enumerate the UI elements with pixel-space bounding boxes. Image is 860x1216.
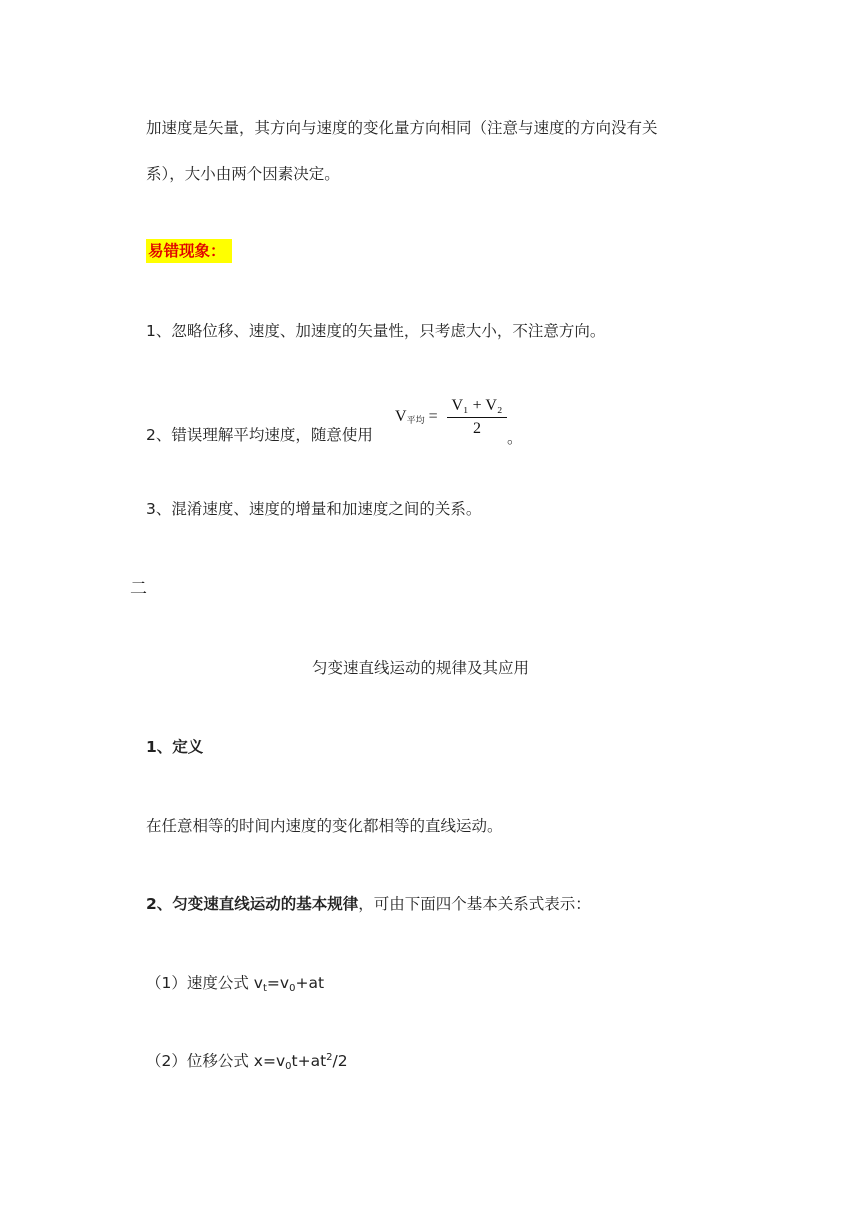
displacement-formula <box>146 1050 348 1072</box>
formula-numerator: V₁ + V₂ <box>447 396 507 418</box>
formula-equals: = <box>428 408 438 425</box>
error-item-2-text: 2、错误理解平均速度，随意使用 <box>146 426 373 444</box>
displacement-formula-b-sup: 2 <box>326 1052 333 1063</box>
formula-lhs <box>395 408 438 426</box>
error-item-2-end: 。 <box>507 429 523 447</box>
error-item-1: 1、忽略位移、速度、加速度的矢量性，只考虑大小，不注意方向。 <box>146 322 606 340</box>
definition-text: 在任意相等的时间内速度的变化都相等的直线运动。 <box>146 817 503 835</box>
velocity-formula-b-sub: 0 <box>289 983 296 994</box>
error-item-3: 3、混淆速度、速度的增量和加速度之间的关系。 <box>146 500 482 518</box>
formula-denominator: 2 <box>473 420 481 437</box>
velocity-formula-a: v <box>253 974 263 992</box>
velocity-formula-a-sub: t <box>262 983 267 994</box>
velocity-formula <box>146 972 324 994</box>
velocity-formula-label: （1）速度公式 <box>146 974 254 992</box>
velocity-formula-b: =v <box>266 974 290 992</box>
displacement-formula-a-sub: 0 <box>285 1061 292 1072</box>
formula-lhs-sub: 平均 <box>406 416 425 426</box>
section-title: 匀变速直线运动的规律及其应用 <box>312 659 530 677</box>
displacement-formula-a: x=v <box>253 1052 286 1070</box>
section-number: 二 <box>130 579 147 599</box>
definition-heading: 1、定义 <box>146 738 204 756</box>
law-rest: ，可由下面四个基本关系式表示： <box>358 895 591 913</box>
paragraph-line: 加速度是矢量，其方向与速度的变化量方向相同（注意与速度的方向没有关 <box>146 119 658 137</box>
velocity-formula-c: +at <box>295 974 325 992</box>
displacement-formula-label: （2）位移公式 <box>146 1052 254 1070</box>
error-item-2 <box>146 424 373 446</box>
error-heading-text: 易错现象： <box>146 239 232 263</box>
formula-lhs-v: V <box>395 408 407 425</box>
law-line <box>146 893 591 915</box>
paragraph-line: 系），大小由两个因素决定。 <box>146 165 340 183</box>
displacement-formula-c: /2 <box>332 1052 348 1070</box>
law-heading: 2、匀变速直线运动的基本规律 <box>146 895 359 913</box>
error-heading <box>146 240 232 262</box>
displacement-formula-b: t+at <box>291 1052 327 1070</box>
formula-fraction <box>447 396 507 440</box>
